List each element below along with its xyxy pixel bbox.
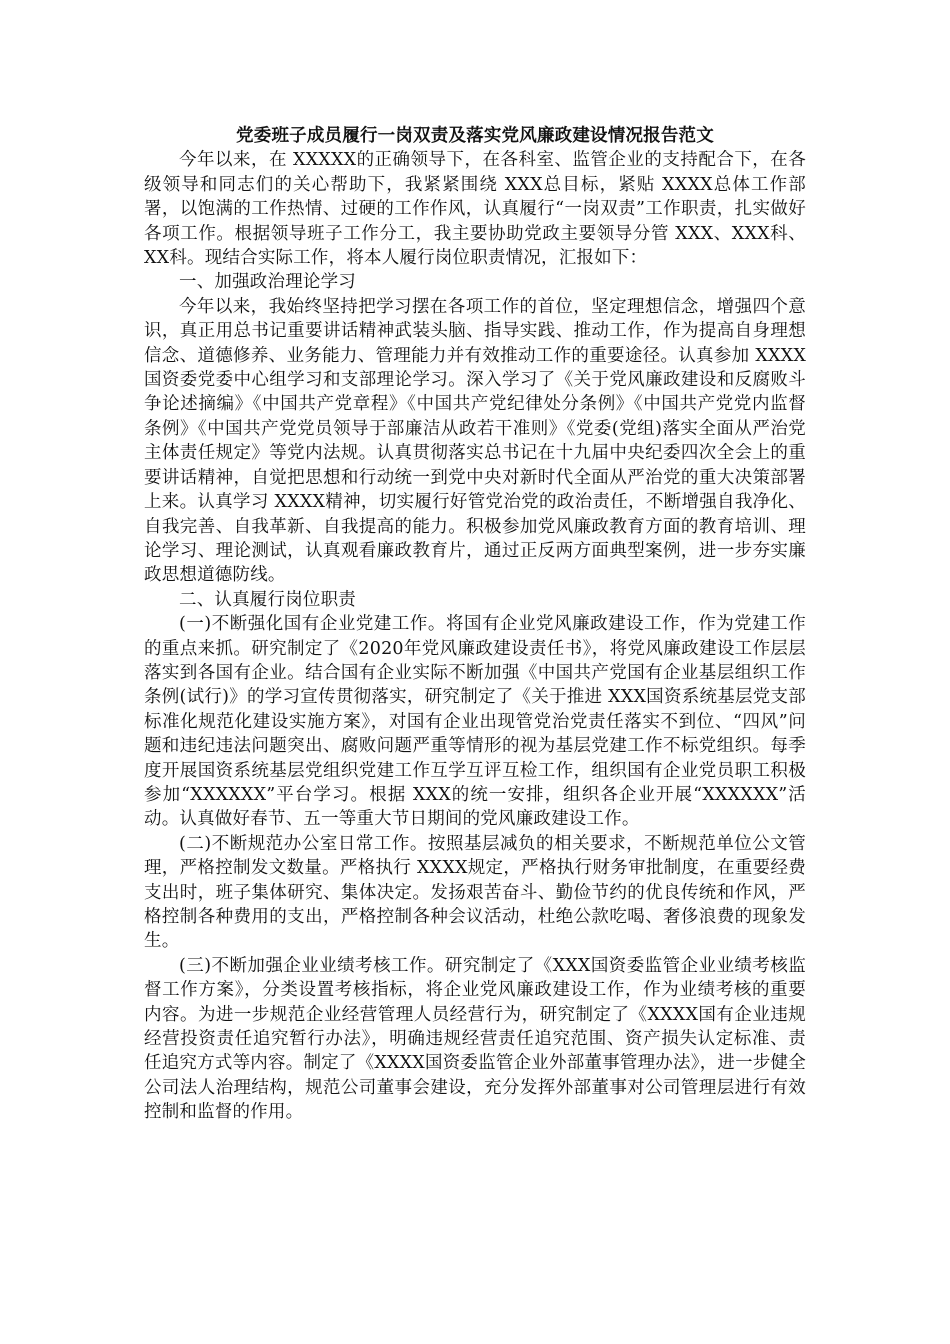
paragraph-intro: 今年以来，在 XXXXX的正确领导下，在各科室、监管企业的支持配合下，在各级领导和同志们的关心帮助下，我紧紧围绕 XXX总目标，紧贴 XXXX总体工作部署，以饱满的工作热情、过硬的工作作风，认真履行“一岗双责”工作职责，扎实做好各项工作。根据领导班子工作分工，我主要协助党政主要领导分管 XXX、XXX科、XX科。现结合实际工作，将本人履行岗位职责情况，汇报如下：	[144, 150, 806, 269]
paragraph-subsection-1: (一)不断强化国有企业党建工作。将国有企业党风廉政建设工作，作为党建工作的重点来抓。研究制定了《2020年党风廉政建设责任书》，将党风廉政建设工作层层落实到各国有企业。结合国有企业实际不断加强《中国共产党国有企业基层组织工作条例(试行)》的学习宣传贯彻落实，研究制定了《关于推进 XXX国资系统基层党支部标准化规范化建设实施方案》，对国有企业出现管党治党责任落实不到位、“四风”问题和违纪违法问题突出、腐败问题严重等情形的视为基层党建工作不标党组织。每季度开展国资系统基层党组织党建工作互学互评互检工作，组织国有企业党员职工积极参加“XXXXXX”平台学习。根据 XXX的统一安排，组织各企业开展“XXXXXX”活动。认真做好春节、五一等重大节日期间的党风廉政建设工作。	[144, 614, 806, 830]
document-body	[144, 124, 806, 1125]
paragraph-subsection-2: (二)不断规范办公室日常工作。按照基层减负的相关要求，不断规范单位公文管理，严格控制发文数量。严格执行 XXXX规定，严格执行财务审批制度，在重要经费支出时，班子集体研究、集体决定。发扬艰苦奋斗、勤俭节约的优良传统和作风，严格控制各种费用的支出，严格控制各种会议活动，杜绝公款吃喝、奢侈浪费的现象发生。	[144, 833, 806, 952]
section-heading-1: 一、加强政治理论学习	[179, 272, 356, 293]
paragraph-section-1: 今年以来，我始终坚持把学习摆在各项工作的首位，坚定理想信念，增强四个意识，真正用总书记重要讲话精神武装头脑、指导实践、推动工作，作为提高自身理想信念、道德修养、业务能力、管理能力并有效推动工作的重要途径。认真参加 XXXX国资委党委中心组学习和支部理论学习。深入学习了《关于党风廉政建设和反腐败斗争论述摘编》《中国共产党章程》《中国共产党纪律处分条例》《中国共产党党内监督条例》《中国共产党党员领导于部廉洁从政若干准则》《党委(党组)落实全面从严治党主体责任规定》等党内法规。认真贯彻落实总书记在十九届中央纪委四次全会上的重要讲话精神，自觉把思想和行动统一到党中央对新时代全面从严治党的重大决策部署上来。认真学习 XXXX精神，切实履行好管党治党的政治责任，不断增强自我净化、自我完善、自我革新、自我提高的能力。积极参加党风廉政教育方面的教育培训、理论学习、理论测试，认真观看廉政教育片，通过正反两方面典型案例，进一步夯实廉政思想道德防线。	[144, 296, 806, 586]
paragraph-subsection-3: (三)不断加强企业业绩考核工作。研究制定了《XXX国资委监管企业业绩考核监督工作方案》，分类设置考核指标，将企业党风廉政建设工作，作为业绩考核的重要内容。为进一步规范企业经营管理人员经营行为，研究制定了《XXXX国有企业违规经营投资责任追究暂行办法》，明确违规经营责任追究范围、资产损失认定标准、责任追究方式等内容。制定了《XXXX国资委监管企业外部董事管理办法》，进一步健全公司法人治理结构，规范公司董事会建设，充分发挥外部董事对公司管理层进行有效控制和监督的作用。	[144, 955, 806, 1123]
section-heading-2: 二、认真履行岗位职责	[179, 589, 356, 610]
document-title: 党委班子成员履行一岗双责及落实党风廉政建设情况报告范文	[236, 126, 714, 146]
